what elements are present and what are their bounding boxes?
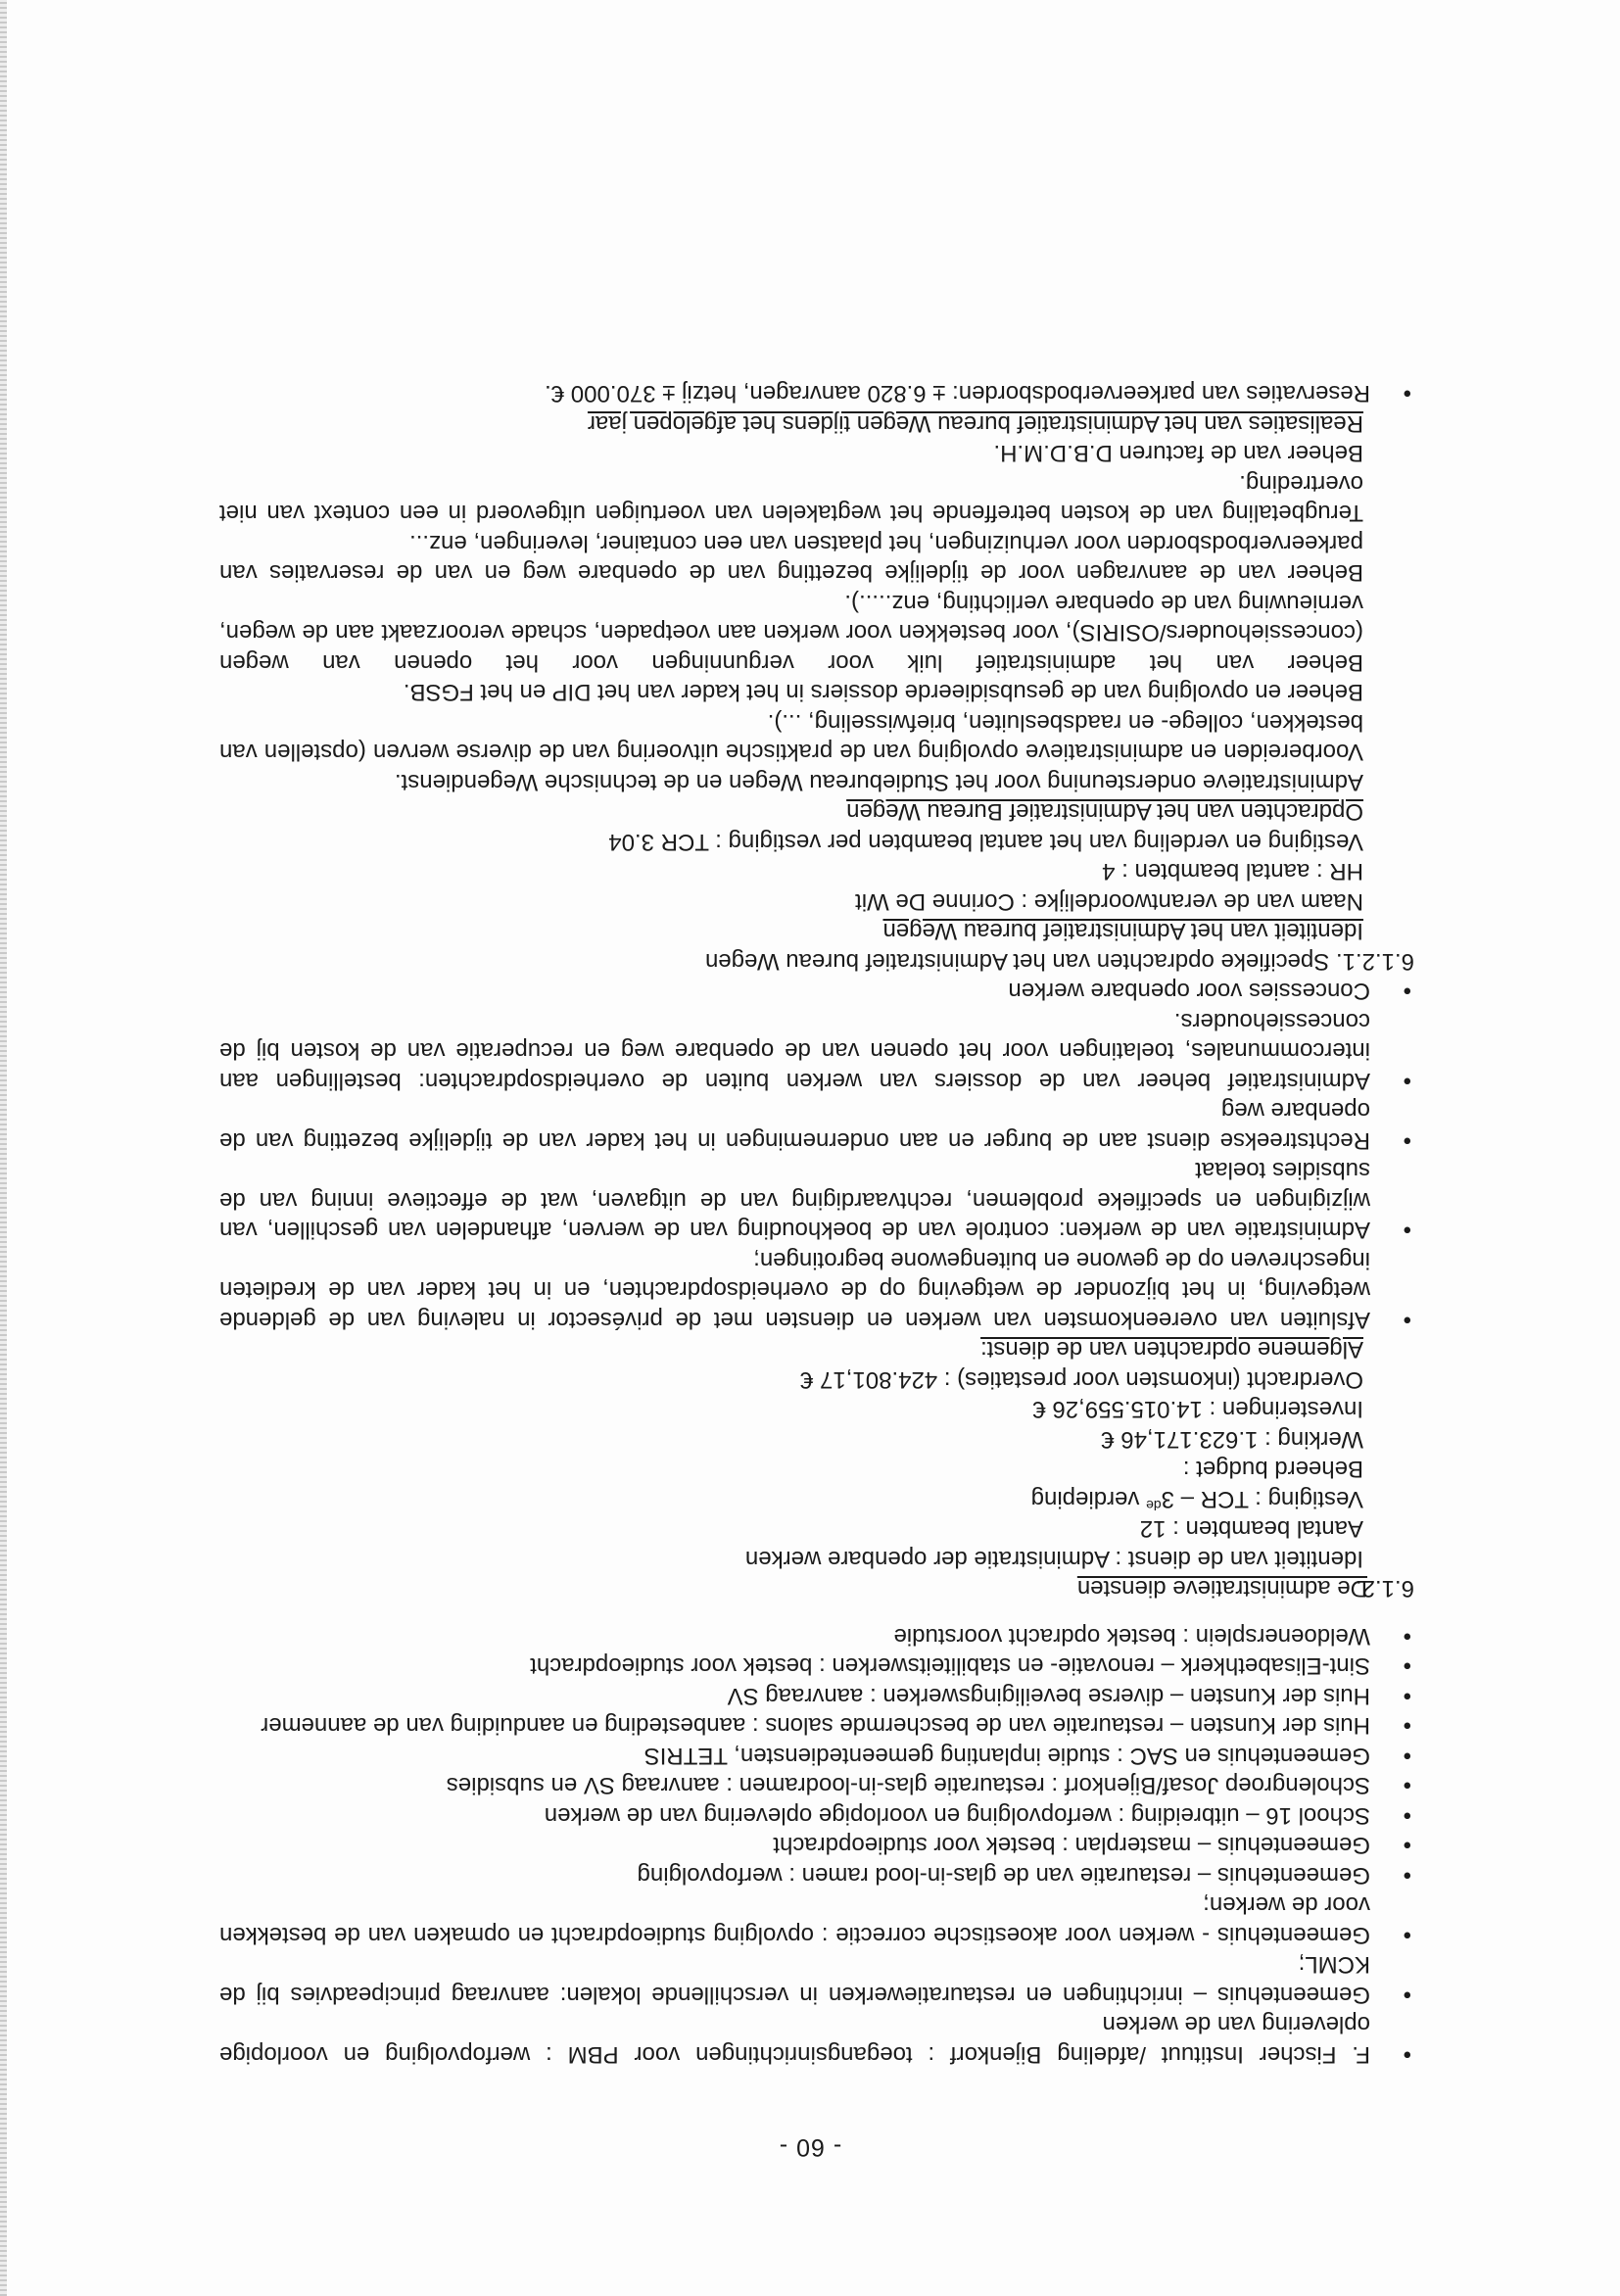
list-item: • Huis der Kunsten – restauratie van de beschermde salons : aanbesteding en aanduiding van de aannemer [219, 1710, 1414, 1741]
list-item: • Gemeentehuis en SAC : studie inplanting gemeentediensten, TETRIS [219, 1741, 1414, 1771]
info-line: Identiteit van de dienst : Administratie der openbare werken [744, 1546, 1363, 1572]
list-item: • Gemeentehuis – restauratie van de glas-in-lood ramen : werfopvolging [219, 1860, 1414, 1890]
list-item: • Concessies voor openbare werken [219, 976, 1414, 1006]
section-heading [219, 1573, 1414, 1603]
task-paragraph: Beheer van de aanvragen voor de tijdelijke bezetting van de openbare weg en van de reservaties van parkeerverbodsborden voor verhuizingen, het plaatsen van een container, leveringen, enz... [219, 530, 1363, 587]
task-paragraph: Beheer van het administratief luik voor vergunningen voor het openen van wegen (concessiehouders/OSIRIS), voor bestekken voor werken aan voetpaden, schade veroorzaakt aan de wegen, vernieuwing van de openbare verlichting, enz.....). [219, 590, 1363, 676]
budget-line: Werking : 1.623.171,46 € [1101, 1426, 1363, 1453]
section-title: De administratieve diensten [1076, 1575, 1367, 1602]
page-number: - 60 - [778, 2133, 842, 2161]
section-6-1-2-1 [219, 408, 1414, 977]
list-item: • F. Fischer Instituut /afdeling Bijenkorf : toegangsinrichtingen voor PBM : werfopvolging en voorlopige oplevering van de werken [219, 2009, 1414, 2069]
task-paragraph: Voorbereiden en administratieve opvolging van de praktische uitvoering van de diverse werven (opstellen van bestekken, college- en raadsbesluiten, briefwisseling, ...). [219, 709, 1363, 766]
list-item: • Gemeentehuis – inrichtingen en restauratiewerken in verschillende lokalen: aanvraag principeadvies bij de KCML; [219, 1949, 1414, 2009]
subsection-title: 6.1.2.1. Specifieke opdrachten van het Administratief bureau Wegen [704, 948, 1414, 975]
task-paragraph: Administratieve ondersteuning voor het Studiebureau Wegen en de technische Wegendienst. [394, 769, 1363, 795]
list-item: • Reservaties van parkeerverbodsborden: ± 6.820 aanvragen, hetzij ± 370.000 €. [219, 378, 1414, 408]
tasks-block [219, 438, 1363, 796]
list-item: • Gemeentehuis – masterplan : bestek voor studieopdracht [219, 1830, 1414, 1860]
list-item: • Administratief beheer van de dossiers van werken buiten de overheidsopdrachten: bestellingen aan intercommunales, toelatingen voor het openen van de openbare weg en recuperatie van de kosten bij de concessiehouders. [219, 1006, 1414, 1096]
budget-line: Investeringen : 14.015.559,26 € [1032, 1396, 1363, 1423]
list-item: • Rechtstreekse dienst aan de burger en aan ondernemingen in het kader van de tijdelijke bezetting van de openbare weg [219, 1095, 1414, 1155]
list-item: • Weldoenersplein : bestek opdracht voorstudie [219, 1621, 1414, 1651]
vestiging-line: Vestiging : TCR – 3de verdieping [1030, 1486, 1363, 1513]
section-number: 6.1.2. [1355, 1575, 1414, 1602]
list-item: • Administratie van de werken: controle van de boekhouding van de werven, afhandelen van geschillen, van wijzigingen en specifieke problemen, rechtvaardiging van de uitgaven, wat de effectieve inning van de subsidies toelaat [219, 1155, 1414, 1245]
page-content [219, 378, 1414, 2069]
scan-edge [0, 0, 7, 2296]
tasks-title: Opdrachten van het Administratief Bureau Wegen [846, 798, 1363, 826]
identity-line: HR : aantal beambten : 4 [1102, 858, 1363, 885]
info-line: Aantal beambten : 12 [1139, 1515, 1363, 1543]
task-paragraph: Beheer van de facturen D.B.D.M.H. [993, 440, 1363, 467]
task-paragraph: Terugbetaling van de kosten betreffende het wegtakelen van voertuigen uitgevoerd in een context van niet overtreding. [219, 470, 1363, 527]
realisations-list [219, 378, 1414, 408]
list-item: • Huis der Kunsten – diverse beveiligingswerken : aanvraag SV [219, 1681, 1414, 1711]
list-item: • Afsluiten van overeenkomsten van werken en diensten met de privésector in naleving van de geldende wetgeving, in het bijzonder de wetgeving op de overheidsopdrachten, en in het kader van de kredieten ingeschreven op de gewone en buitengewone begrotingen; [219, 1245, 1414, 1335]
identity-line: Naam van de verantwoordelijke : Corinne De Wit [855, 888, 1363, 915]
identity-line: Vestiging en verdeling van het aantal beambten per vestiging : TCR 3.04 [608, 829, 1363, 855]
budget-line: Overdracht (inkomsten voor prestaties) : 424.801,17 € [800, 1366, 1363, 1393]
realisations-title: Realisaties van het Administratief bureau Wegen tijdens het afgelopen jaar [587, 410, 1363, 437]
list-item: • Sint-Elisabethkerk – renovatie- en stabiliteitswerken : bestek voor studieopdracht [219, 1650, 1414, 1681]
general-tasks-list [219, 976, 1414, 1334]
identity-title: Identiteit van het Administratief bureau Wegen [882, 918, 1363, 945]
budget-line: Beheerd budget : [1182, 1456, 1363, 1483]
project-list [219, 1621, 1414, 2070]
task-paragraph: Beheer en opvolging van de gesubsidieerde dossiers in het kader van het DIP en het FGSB. [403, 679, 1363, 706]
list-item: • Gemeentehuis - werken voor akoestische correctie : opvolging studieopdracht en opmaken van de bestekken voor de werken; [219, 1889, 1414, 1949]
list-item: • School 16 – uitbreiding : werfopvolging en voorlopige oplevering van de werken [219, 1800, 1414, 1831]
section-6-1-2 [219, 1334, 1414, 1603]
general-tasks-title: Algemene opdrachten van de dienst: [980, 1336, 1363, 1363]
list-item: • Scholengroep Josaf/Bijenkorf : restauratie glas-in-loodramen : aanvraag SV en subsidies [219, 1770, 1414, 1800]
